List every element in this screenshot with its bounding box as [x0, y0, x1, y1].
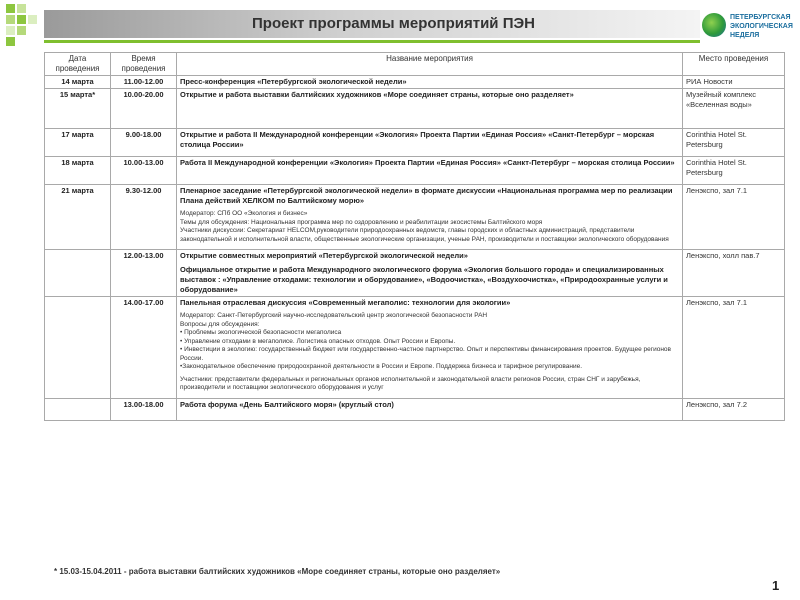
event-detail: Модератор: Санкт-Петербургский научно-исследовательский центр экологической безопасности РАН — [180, 312, 488, 319]
cell-event — [177, 185, 683, 250]
globe-icon — [702, 13, 726, 37]
event-title: Панельная отраслевая дискуссия «Современный мегаполис: технологии для экологии» — [180, 298, 511, 307]
cell-event: Открытие и работа выставки балтийских художников «Море соединяет страны, которые оно разделяет» — [177, 89, 683, 129]
cell-date — [45, 250, 111, 297]
header-time: Время проведения — [111, 53, 177, 76]
cell-place: Ленэкспо, зал 7.1 — [683, 297, 785, 399]
cell-time: 9.00-18.00 — [111, 129, 177, 157]
cell-time: 9.30-12.00 — [111, 185, 177, 250]
corner-square — [6, 15, 15, 24]
cell-event — [177, 250, 683, 297]
event-title: Открытие совместных мероприятий «Петербургской экологической недели» — [180, 251, 468, 260]
corner-square — [28, 15, 37, 24]
logo-line: ЭКОЛОГИЧЕСКАЯ — [730, 23, 793, 30]
event-detail: Участники дискуссии: Секретариат HELCOM,руководители природоохранных ведомств, главы городских и областных администраций, представители законодательной и исполнительной власти, общественные экологические организации, ученые РАН, производители и поставщики экологического оборудования — [180, 227, 669, 243]
logo-line: ПЕТЕРБУРГСКАЯ — [730, 14, 791, 21]
cell-time: 13.00-18.00 — [111, 398, 177, 420]
program-table — [44, 52, 785, 421]
table-header-row — [45, 53, 785, 76]
corner-square — [6, 37, 15, 46]
cell-place: Музейный комплекс «Вселенная воды» — [683, 89, 785, 129]
cell-place: Ленэкспо, зал 7.1 — [683, 185, 785, 250]
event-detail: • Управление отходами в мегаполисе. Логистика опасных отходов. Опыт России и Европы. — [180, 337, 456, 345]
cell-time: 10.00-13.00 — [111, 157, 177, 185]
cell-place: Ленэкспо, зал 7.2 — [683, 398, 785, 420]
table-row — [45, 185, 785, 250]
table-row — [45, 398, 785, 420]
event-detail: Темы для обсуждения: Национальная программа мер по оздоровлению и реабилитации экосистемы Балтийского моря — [180, 218, 543, 226]
cell-event: Работа форума «День Балтийского моря» (круглый стол) — [177, 398, 683, 420]
event-detail: Вопросы для обсуждения: — [180, 320, 260, 328]
cell-time: 14.00-17.00 — [111, 297, 177, 399]
table-row — [45, 76, 785, 89]
header-date: Дата проведения — [45, 53, 111, 76]
cell-date: 17 марта — [45, 129, 111, 157]
table-row — [45, 157, 785, 185]
table-row — [45, 89, 785, 129]
event-title: Пленарное заседание «Петербургской экологической недели» в формате дискуссии «Национальная программа мер по реализации Плана действий ХЕЛКОМ по Балтийскому морю» — [180, 186, 673, 205]
event-detail: • Проблемы экологической безопасности мегаполиса — [180, 329, 342, 336]
page-number: 1 — [772, 578, 780, 593]
cell-place: РИА Новости — [683, 76, 785, 89]
table-row — [45, 129, 785, 157]
event-title: Официальное открытие и работа Международного экологического форума «Экология большого города» и специализированных выставок : «Управление отходами: технологии и оборудование», «Водоочистка», «Воздухоочистка», «Природоохранные услуги и оборудование» — [180, 265, 668, 294]
cell-event: Работа II Международной конференции «Экология» Проекта Партии «Единая Россия» «Санкт-Петербург – морская столица России» — [177, 157, 683, 185]
corner-square — [17, 26, 26, 35]
cell-place: Corinthia Hotel St. Petersburg — [683, 157, 785, 185]
event-detail: • Инвестиции в экологию: государственный бюджет или государственно-частное партнерство. Опыт и перспективы финансирования проектов. Будущее регионов России. — [180, 346, 672, 362]
cell-date: 21 марта — [45, 185, 111, 250]
logo-line: НЕДЕЛЯ — [730, 32, 760, 39]
cell-time: 11.00-12.00 — [111, 76, 177, 89]
page-title: Проект программы мероприятий ПЭН — [252, 15, 535, 32]
cell-date — [45, 297, 111, 399]
cell-date: 18 марта — [45, 157, 111, 185]
corner-square — [6, 4, 15, 13]
header-name: Название мероприятия — [177, 53, 683, 76]
cell-event: Пресс-конференция «Петербургской экологической недели» — [177, 76, 683, 89]
event-detail: •Законодательное обеспечение природоохранной деятельности в России и Европе. Поддержка бизнеса и тарифное регулирование. — [180, 363, 583, 370]
footnote: * 15.03-15.04.2011 - работа выставки балтийских художников «Море соединяет страны, которые оно разделяет» — [54, 567, 501, 576]
header-place: Место проведения — [683, 53, 785, 76]
cell-date — [45, 398, 111, 420]
corner-square — [17, 4, 26, 13]
cell-place: Ленэкспо, холл пав.7 — [683, 250, 785, 297]
table-row — [45, 297, 785, 399]
cell-event: Открытие и работа II Международной конференции «Экология» Проекта Партии «Единая Россия» «Санкт-Петербург – морская столица России» — [177, 129, 683, 157]
cell-event — [177, 297, 683, 399]
event-detail: Участники: представители федеральных и региональных органов исполнительной и законодательной власти регионов России, стран СНГ и зарубежья, производители и поставщики экологического оборудования и услуг — [180, 375, 641, 391]
header-divider — [44, 40, 700, 43]
cell-time: 10.00-20.00 — [111, 89, 177, 129]
cell-date: 15 марта* — [45, 89, 111, 129]
cell-place: Corinthia Hotel St. Petersburg — [683, 129, 785, 157]
cell-time: 12.00-13.00 — [111, 250, 177, 297]
header-bar — [44, 10, 700, 38]
event-detail: Модератор: СПб ОО «Экология и бизнес» — [180, 210, 308, 217]
corner-square — [17, 15, 26, 24]
logo — [700, 10, 793, 44]
table-row — [45, 250, 785, 297]
corner-square — [6, 26, 15, 35]
cell-date: 14 марта — [45, 76, 111, 89]
